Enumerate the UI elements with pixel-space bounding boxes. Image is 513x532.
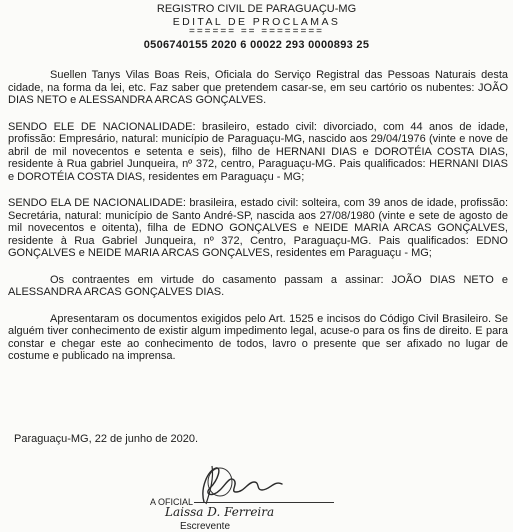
groom-details: : brasileiro, estado civil: divorciado, com 44 anos de idade, profissão: Empresário, natural: município de Paraguaçu-MG, nascido aos 29/04/1976 (vinte e nove de abril de mil novecentos e setenta e seis), filho de HERNANI DIAS e DOROTÉIA COSTA DIAS, residente à Rua gabriel Junqueira, nº 372, centro, Paraguaçu-MG. Pais qualificados: HERNANI DIAS e DOROTÉIA COSTA DIAS, residentes em Paraguaçu - MG;: [8, 120, 509, 183]
edital-document: [0, 3, 513, 532]
bride-heading: SENDO ELA DE NACIONALIDADE: [8, 197, 183, 209]
title-underline: ====== == ========: [189, 26, 324, 37]
documents-paragraph: Apresentaram os documentos exigidos pelo Art. 1525 e incisos do Código Civil Brasileiro. Se alguém tiver conhecimento de existir algum impedimento legal, acuse-o para os fins de direito. E para constar e chegar este ao conhecimento de todos, lavro o presente que ser afixado no lugar de costume e publicado na imprensa.: [8, 312, 508, 362]
intro-paragraph: Suellen Tanys Vilas Boas Reis, Oficiala do Serviço Registral das Pessoas Naturais desta cidade, na forma da lei, etc. Faz saber que pretendem casar-se, em seu cartório os nubentes: JOÃO DIAS NETO e ALESSANDRA ARCAS GONÇALVES.: [8, 69, 508, 106]
document-date: Paraguaçu-MG, 22 de junho de 2020.: [14, 433, 199, 445]
names-change-paragraph: Os contraentes em virtude do casamento passam a assinar: JOÃO DIAS NETO e ALESSANDRA ARCAS GONÇALVES DIAS.: [8, 273, 508, 298]
signature-block: [150, 458, 470, 532]
signature-rule: [194, 502, 334, 503]
signatory-role: Escrevente: [180, 521, 231, 532]
document-body: [8, 69, 508, 363]
groom-paragraph: [8, 121, 508, 184]
signatory-name: Laissa D. Ferreira: [165, 505, 275, 519]
bride-details: : brasileira, estado civil: solteira, com 39 anos de idade, profissão: Secretária, natural: município de Santo André-SP, nascida aos 27/08/1980 (vinte e sete de agosto de mil novecentos e oitenta), filha de EDNO GONÇALVES e NEIDE MARIA ARCAS GONÇALVES, residente à Rua Gabriel Junqueira, nº 372, Centro, Paraguaçu-MG. Pais qualificados: EDNO GONÇALVES e NEIDE MARIA ARCAS GONÇALVES, residentes em Paraguaçu - MG;: [8, 197, 509, 259]
bride-paragraph: [8, 197, 508, 260]
groom-heading: SENDO ELE DE NACIONALIDADE: [8, 120, 193, 133]
signature-line-label: A OFICIAL: [150, 497, 194, 507]
document-header: [0, 3, 513, 53]
edital-title: EDITAL DE PROCLAMAS: [172, 16, 341, 28]
registration-code: 0506740155 2020 6 00022 293 0000893 25: [143, 39, 370, 51]
registry-name: REGISTRO CIVIL DE PARAGUAÇU-MG: [156, 3, 357, 15]
